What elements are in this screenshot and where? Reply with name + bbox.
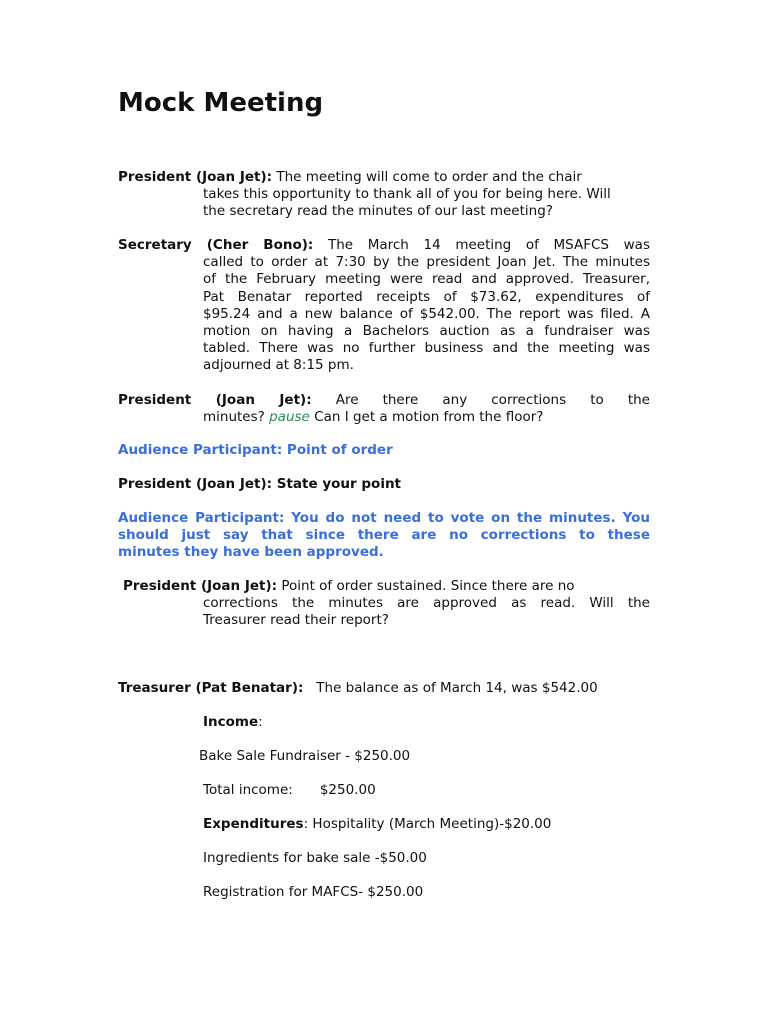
total-income-line	[203, 782, 376, 799]
income-label: Income	[203, 714, 259, 730]
statement-text: The March 14 meeting of MSAFCS was	[327, 237, 650, 253]
statement-text: Audience Participant: You do not need to vote on the minutes. You	[118, 510, 650, 526]
statement-text: adjourned at 8:15 pm.	[203, 357, 354, 374]
president-sustained	[123, 578, 650, 630]
document-title: Mock Meeting	[118, 88, 324, 118]
expenditures-line	[203, 816, 551, 833]
speaker-label: President (Joan Jet):	[118, 169, 273, 185]
statement-text: minutes?	[203, 409, 270, 426]
statement-text: the secretary read the minutes of our last meeting?	[203, 203, 553, 220]
president-opening	[118, 169, 650, 221]
statement-text: The meeting will come to order and the chair	[272, 169, 582, 185]
income-colon: :	[258, 714, 263, 730]
expenditures-label: Expenditures	[203, 816, 304, 832]
statement-text: motion on having a Bachelors auction as a fundraiser was	[203, 323, 650, 340]
speaker-label: President (Joan Jet):	[123, 578, 278, 594]
income-heading	[203, 714, 263, 731]
president-state-point: President (Joan Jet): State your point	[118, 476, 402, 492]
statement-text: Can I get a motion from the floor?	[309, 409, 544, 426]
statement-text: called to order at 7:30 by the president Joan Jet. The minutes	[203, 254, 650, 271]
statement-text: Pat Benatar reported receipts of $73.62, expenditures of	[203, 288, 650, 305]
treasurer-report	[118, 680, 598, 697]
total-income-label: Total income:	[203, 782, 293, 798]
ingredients-line: Ingredients for bake sale -$50.00	[203, 850, 427, 866]
statement-text: of the February meeting were read and approved. Treasurer,	[203, 271, 650, 288]
speaker-label: Treasurer (Pat Benatar):	[118, 680, 304, 696]
statement-text: takes this opportunity to thank all of you for being here. Will	[203, 186, 611, 203]
statement-text: Are there any corrections to the	[335, 392, 650, 408]
speaker-label: Secretary (Cher Bono):	[118, 237, 314, 253]
bake-sale-line: Bake Sale Fundraiser - $250.00	[199, 748, 411, 764]
total-income-value: $250.00	[319, 782, 376, 798]
pause-cue: pause	[269, 409, 310, 426]
registration-line: Registration for MAFCS- $250.00	[203, 884, 424, 900]
audience-explanation	[118, 510, 650, 562]
statement-text: Treasurer read their report?	[203, 612, 389, 629]
statement-text: minutes they have been approved.	[118, 544, 384, 561]
speaker-label: President (Joan Jet):	[118, 392, 312, 408]
statement-text: $95.24 and a new balance of $542.00. The report was filed. A	[203, 305, 650, 322]
statement-text: The balance as of March 14, was $542.00	[303, 680, 598, 696]
statement-text: Point of order sustained. Since there are no	[277, 578, 575, 594]
president-corrections	[118, 392, 650, 426]
secretary-minutes	[118, 237, 650, 375]
expenditures-text: : Hospitality (March Meeting)-$20.00	[303, 816, 552, 832]
statement-text: tabled. There was no further business and the meeting was	[203, 340, 650, 357]
statement-text: should just say that since there are no corrections to these	[118, 527, 650, 544]
audience-point-of-order: Audience Participant: Point of order	[118, 442, 393, 458]
statement-text: corrections the minutes are approved as read. Will the	[203, 595, 650, 612]
